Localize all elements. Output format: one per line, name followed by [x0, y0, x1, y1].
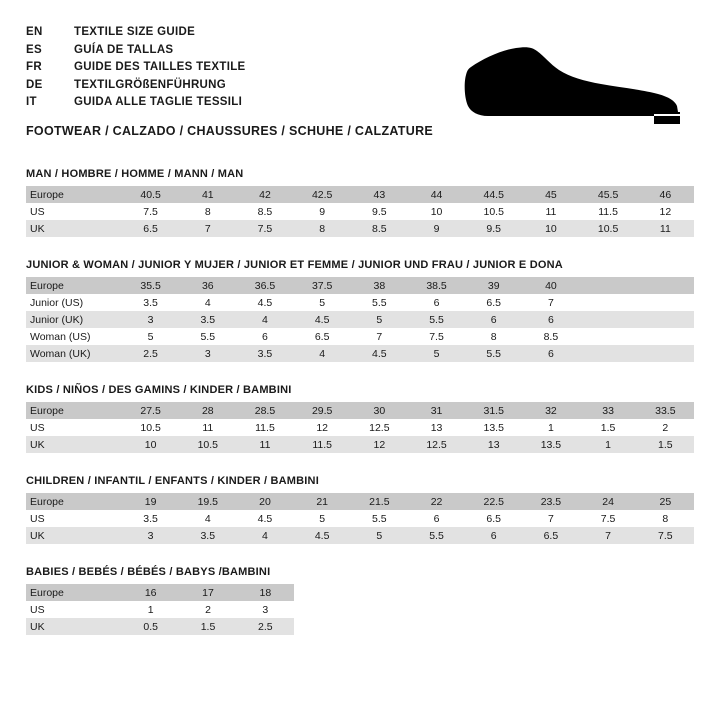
table-row	[26, 277, 694, 294]
cell: 11	[637, 220, 694, 237]
table-row	[26, 328, 694, 345]
table-row	[26, 618, 294, 635]
section-junior-woman	[26, 259, 694, 362]
language-titles-body	[26, 26, 246, 114]
cell: 1	[122, 601, 179, 618]
cell	[580, 311, 637, 328]
section-title: KIDS / NIÑOS / DES GAMINS / KINDER / BAMBINI	[26, 384, 292, 396]
cell: 4.5	[351, 345, 408, 362]
row-label: Europe	[26, 277, 122, 294]
cell: 13.5	[465, 419, 522, 436]
cell: 22.5	[465, 493, 522, 510]
language-code: IT	[26, 96, 37, 108]
cell: 12	[294, 419, 351, 436]
section-children	[26, 475, 694, 544]
cell: 40	[522, 277, 579, 294]
row-label: UK	[26, 436, 122, 453]
table-row	[26, 584, 294, 601]
row-label: Woman (UK)	[26, 345, 122, 362]
cell: 6.5	[465, 294, 522, 311]
section-title: JUNIOR & WOMAN / JUNIOR Y MUJER / JUNIOR ET FEMME / JUNIOR UND FRAU / JUNIOR E DONA	[26, 259, 563, 271]
cell: 5.5	[408, 527, 465, 544]
row-label: Woman (US)	[26, 328, 122, 345]
cell: 7.5	[580, 510, 637, 527]
cell: 27.5	[122, 402, 179, 419]
cell: 22	[408, 493, 465, 510]
cell: 45	[522, 186, 579, 203]
cell: 16	[122, 584, 179, 601]
cell: 5	[351, 527, 408, 544]
cell: 4	[179, 294, 236, 311]
cell: 11.5	[236, 419, 293, 436]
language-code: DE	[26, 78, 43, 91]
cell: 12.5	[408, 436, 465, 453]
cell: 3	[179, 345, 236, 362]
language-title: GUIDE DES TAILLES TEXTILE	[74, 61, 246, 73]
cell: 3	[122, 527, 179, 544]
cell: 11.5	[580, 203, 637, 220]
cell: 7.5	[408, 328, 465, 345]
cell: 33.5	[637, 402, 694, 419]
cell: 19.5	[179, 493, 236, 510]
cell: 7	[351, 328, 408, 345]
cell: 46	[637, 186, 694, 203]
cell: 5.5	[179, 328, 236, 345]
language-code: FR	[26, 61, 42, 73]
size-table-children	[26, 493, 694, 544]
language-row	[26, 44, 246, 62]
cell	[637, 345, 694, 362]
cell: 3	[122, 311, 179, 328]
cell: 8.5	[522, 328, 579, 345]
cell: 28.5	[236, 402, 293, 419]
cell: 6	[465, 527, 522, 544]
cell: 3	[237, 601, 294, 618]
cell: 2	[179, 601, 236, 618]
cell	[637, 328, 694, 345]
row-label: Junior (UK)	[26, 311, 122, 328]
cell: 11	[522, 203, 579, 220]
row-label: Europe	[26, 584, 122, 601]
cell: 5.5	[408, 311, 465, 328]
cell	[580, 328, 637, 345]
cell: 12.5	[351, 419, 408, 436]
cell: 5.5	[351, 510, 408, 527]
table-row	[26, 345, 694, 362]
cell: 43	[351, 186, 408, 203]
cell: 7.5	[236, 220, 293, 237]
cell	[637, 311, 694, 328]
cell: 4.5	[236, 510, 293, 527]
cell: 8.5	[236, 203, 293, 220]
cell: 4	[179, 510, 236, 527]
cell: 10.5	[465, 203, 522, 220]
cell: 18	[237, 584, 294, 601]
language-code: EN	[26, 26, 43, 38]
cell: 10.5	[179, 436, 236, 453]
row-label: US	[26, 203, 122, 220]
cell: 3.5	[122, 510, 179, 527]
cell: 10.5	[122, 419, 179, 436]
cell: 6	[465, 311, 522, 328]
language-title: GUÍA DE TALLAS	[74, 43, 174, 56]
cell: 4.5	[236, 294, 293, 311]
language-code: ES	[26, 43, 42, 56]
table-row	[26, 186, 694, 203]
cell: 44.5	[465, 186, 522, 203]
cell: 7	[179, 220, 236, 237]
cell: 24	[580, 493, 637, 510]
cell: 1	[522, 419, 579, 436]
cell: 36	[179, 277, 236, 294]
cell: 19	[122, 493, 179, 510]
cell: 13.5	[522, 436, 579, 453]
cell: 6.5	[522, 527, 579, 544]
language-title: TEXTILE SIZE GUIDE	[74, 26, 196, 38]
cell: 40.5	[122, 186, 179, 203]
row-label: Europe	[26, 493, 122, 510]
cell: 11	[236, 436, 293, 453]
cell: 7	[580, 527, 637, 544]
language-titles	[26, 26, 246, 114]
cell: 8	[637, 510, 694, 527]
table-row	[26, 510, 694, 527]
page-header	[26, 26, 694, 146]
size-table-man	[26, 186, 694, 237]
cell: 31.5	[465, 402, 522, 419]
size-table-kids	[26, 402, 694, 453]
cell: 11	[179, 419, 236, 436]
cell: 38	[351, 277, 408, 294]
cell: 6	[236, 328, 293, 345]
language-row	[26, 79, 246, 97]
section-kids	[26, 384, 694, 453]
cell: 5	[351, 311, 408, 328]
cell: 7.5	[637, 527, 694, 544]
cell: 10.5	[580, 220, 637, 237]
cell: 2.5	[237, 618, 294, 635]
table-row	[26, 402, 694, 419]
table-row	[26, 311, 694, 328]
cell: 33	[580, 402, 637, 419]
cell: 37.5	[294, 277, 351, 294]
cell: 39	[465, 277, 522, 294]
cell: 21	[294, 493, 351, 510]
language-title: TEXTILGRÖßENFÜHRUNG	[74, 78, 226, 91]
cell: 8.5	[351, 220, 408, 237]
cell: 20	[236, 493, 293, 510]
row-label: Europe	[26, 186, 122, 203]
cell: 4	[236, 311, 293, 328]
row-label: Junior (US)	[26, 294, 122, 311]
cell: 9	[294, 203, 351, 220]
cell: 7	[522, 510, 579, 527]
cell: 8	[294, 220, 351, 237]
cell: 31	[408, 402, 465, 419]
cell: 5	[122, 328, 179, 345]
row-label: US	[26, 419, 122, 436]
cell: 42.5	[294, 186, 351, 203]
dress-shoe-icon	[458, 34, 688, 130]
cell: 21.5	[351, 493, 408, 510]
table-row	[26, 527, 694, 544]
cell: 1	[580, 436, 637, 453]
section-babies	[26, 566, 694, 635]
cell	[637, 277, 694, 294]
cell: 11.5	[294, 436, 351, 453]
table-row	[26, 203, 694, 220]
cell: 0.5	[122, 618, 179, 635]
section-title: BABIES / BEBÉS / BÉBÉS / BABYS /BAMBINI	[26, 566, 271, 578]
cell: 10	[122, 436, 179, 453]
cell: 32	[522, 402, 579, 419]
cell	[580, 345, 637, 362]
cell: 10	[522, 220, 579, 237]
cell: 6.5	[122, 220, 179, 237]
cell: 12	[637, 203, 694, 220]
section-title: CHILDREN / INFANTIL / ENFANTS / KINDER / BAMBINI	[26, 475, 319, 487]
cell: 6	[522, 345, 579, 362]
cell: 35.5	[122, 277, 179, 294]
cell: 3.5	[236, 345, 293, 362]
cell: 4	[294, 345, 351, 362]
cell: 30	[351, 402, 408, 419]
cell: 25	[637, 493, 694, 510]
cell: 17	[179, 584, 236, 601]
cell: 4.5	[294, 527, 351, 544]
cell: 5	[294, 294, 351, 311]
table-row	[26, 601, 294, 618]
cell: 6.5	[465, 510, 522, 527]
table-row	[26, 294, 694, 311]
cell: 1.5	[580, 419, 637, 436]
language-row	[26, 61, 246, 79]
cell: 12	[351, 436, 408, 453]
cell: 13	[465, 436, 522, 453]
cell: 45.5	[580, 186, 637, 203]
cell: 7	[522, 294, 579, 311]
cell: 2	[637, 419, 694, 436]
cell	[580, 294, 637, 311]
cell: 7.5	[122, 203, 179, 220]
cell: 6	[408, 294, 465, 311]
section-man	[26, 168, 694, 237]
table-row	[26, 419, 694, 436]
language-title: GUIDA ALLE TAGLIE TESSILI	[74, 96, 243, 108]
cell: 9.5	[465, 220, 522, 237]
cell	[637, 294, 694, 311]
cell: 2.5	[122, 345, 179, 362]
section-title: MAN / HOMBRE / HOMME / MANN / MAN	[26, 168, 244, 180]
cell: 38.5	[408, 277, 465, 294]
cell: 5.5	[465, 345, 522, 362]
cell: 23.5	[522, 493, 579, 510]
cell: 3.5	[122, 294, 179, 311]
cell: 4	[236, 527, 293, 544]
category-title: FOOTWEAR / CALZADO / CHAUSSURES / SCHUHE / CALZATURE	[26, 123, 434, 138]
language-row	[26, 26, 246, 44]
row-label: UK	[26, 220, 122, 237]
row-label: UK	[26, 618, 122, 635]
cell: 8	[465, 328, 522, 345]
row-label: US	[26, 510, 122, 527]
size-table-babies	[26, 584, 294, 635]
cell: 9.5	[351, 203, 408, 220]
cell: 6	[522, 311, 579, 328]
table-row	[26, 493, 694, 510]
cell: 5	[294, 510, 351, 527]
cell: 9	[408, 220, 465, 237]
row-label: UK	[26, 527, 122, 544]
table-row	[26, 436, 694, 453]
cell: 41	[179, 186, 236, 203]
table-row	[26, 220, 694, 237]
cell: 5.5	[351, 294, 408, 311]
cell: 44	[408, 186, 465, 203]
language-row	[26, 96, 246, 114]
cell: 13	[408, 419, 465, 436]
cell	[580, 277, 637, 294]
cell: 42	[236, 186, 293, 203]
cell: 8	[179, 203, 236, 220]
row-label: US	[26, 601, 122, 618]
cell: 10	[408, 203, 465, 220]
cell: 5	[408, 345, 465, 362]
cell: 29.5	[294, 402, 351, 419]
cell: 1.5	[179, 618, 236, 635]
cell: 3.5	[179, 311, 236, 328]
cell: 28	[179, 402, 236, 419]
cell: 3.5	[179, 527, 236, 544]
row-label: Europe	[26, 402, 122, 419]
cell: 4.5	[294, 311, 351, 328]
cell: 36.5	[236, 277, 293, 294]
cell: 6	[408, 510, 465, 527]
size-table-junior-woman	[26, 277, 694, 362]
cell: 6.5	[294, 328, 351, 345]
cell: 1.5	[637, 436, 694, 453]
